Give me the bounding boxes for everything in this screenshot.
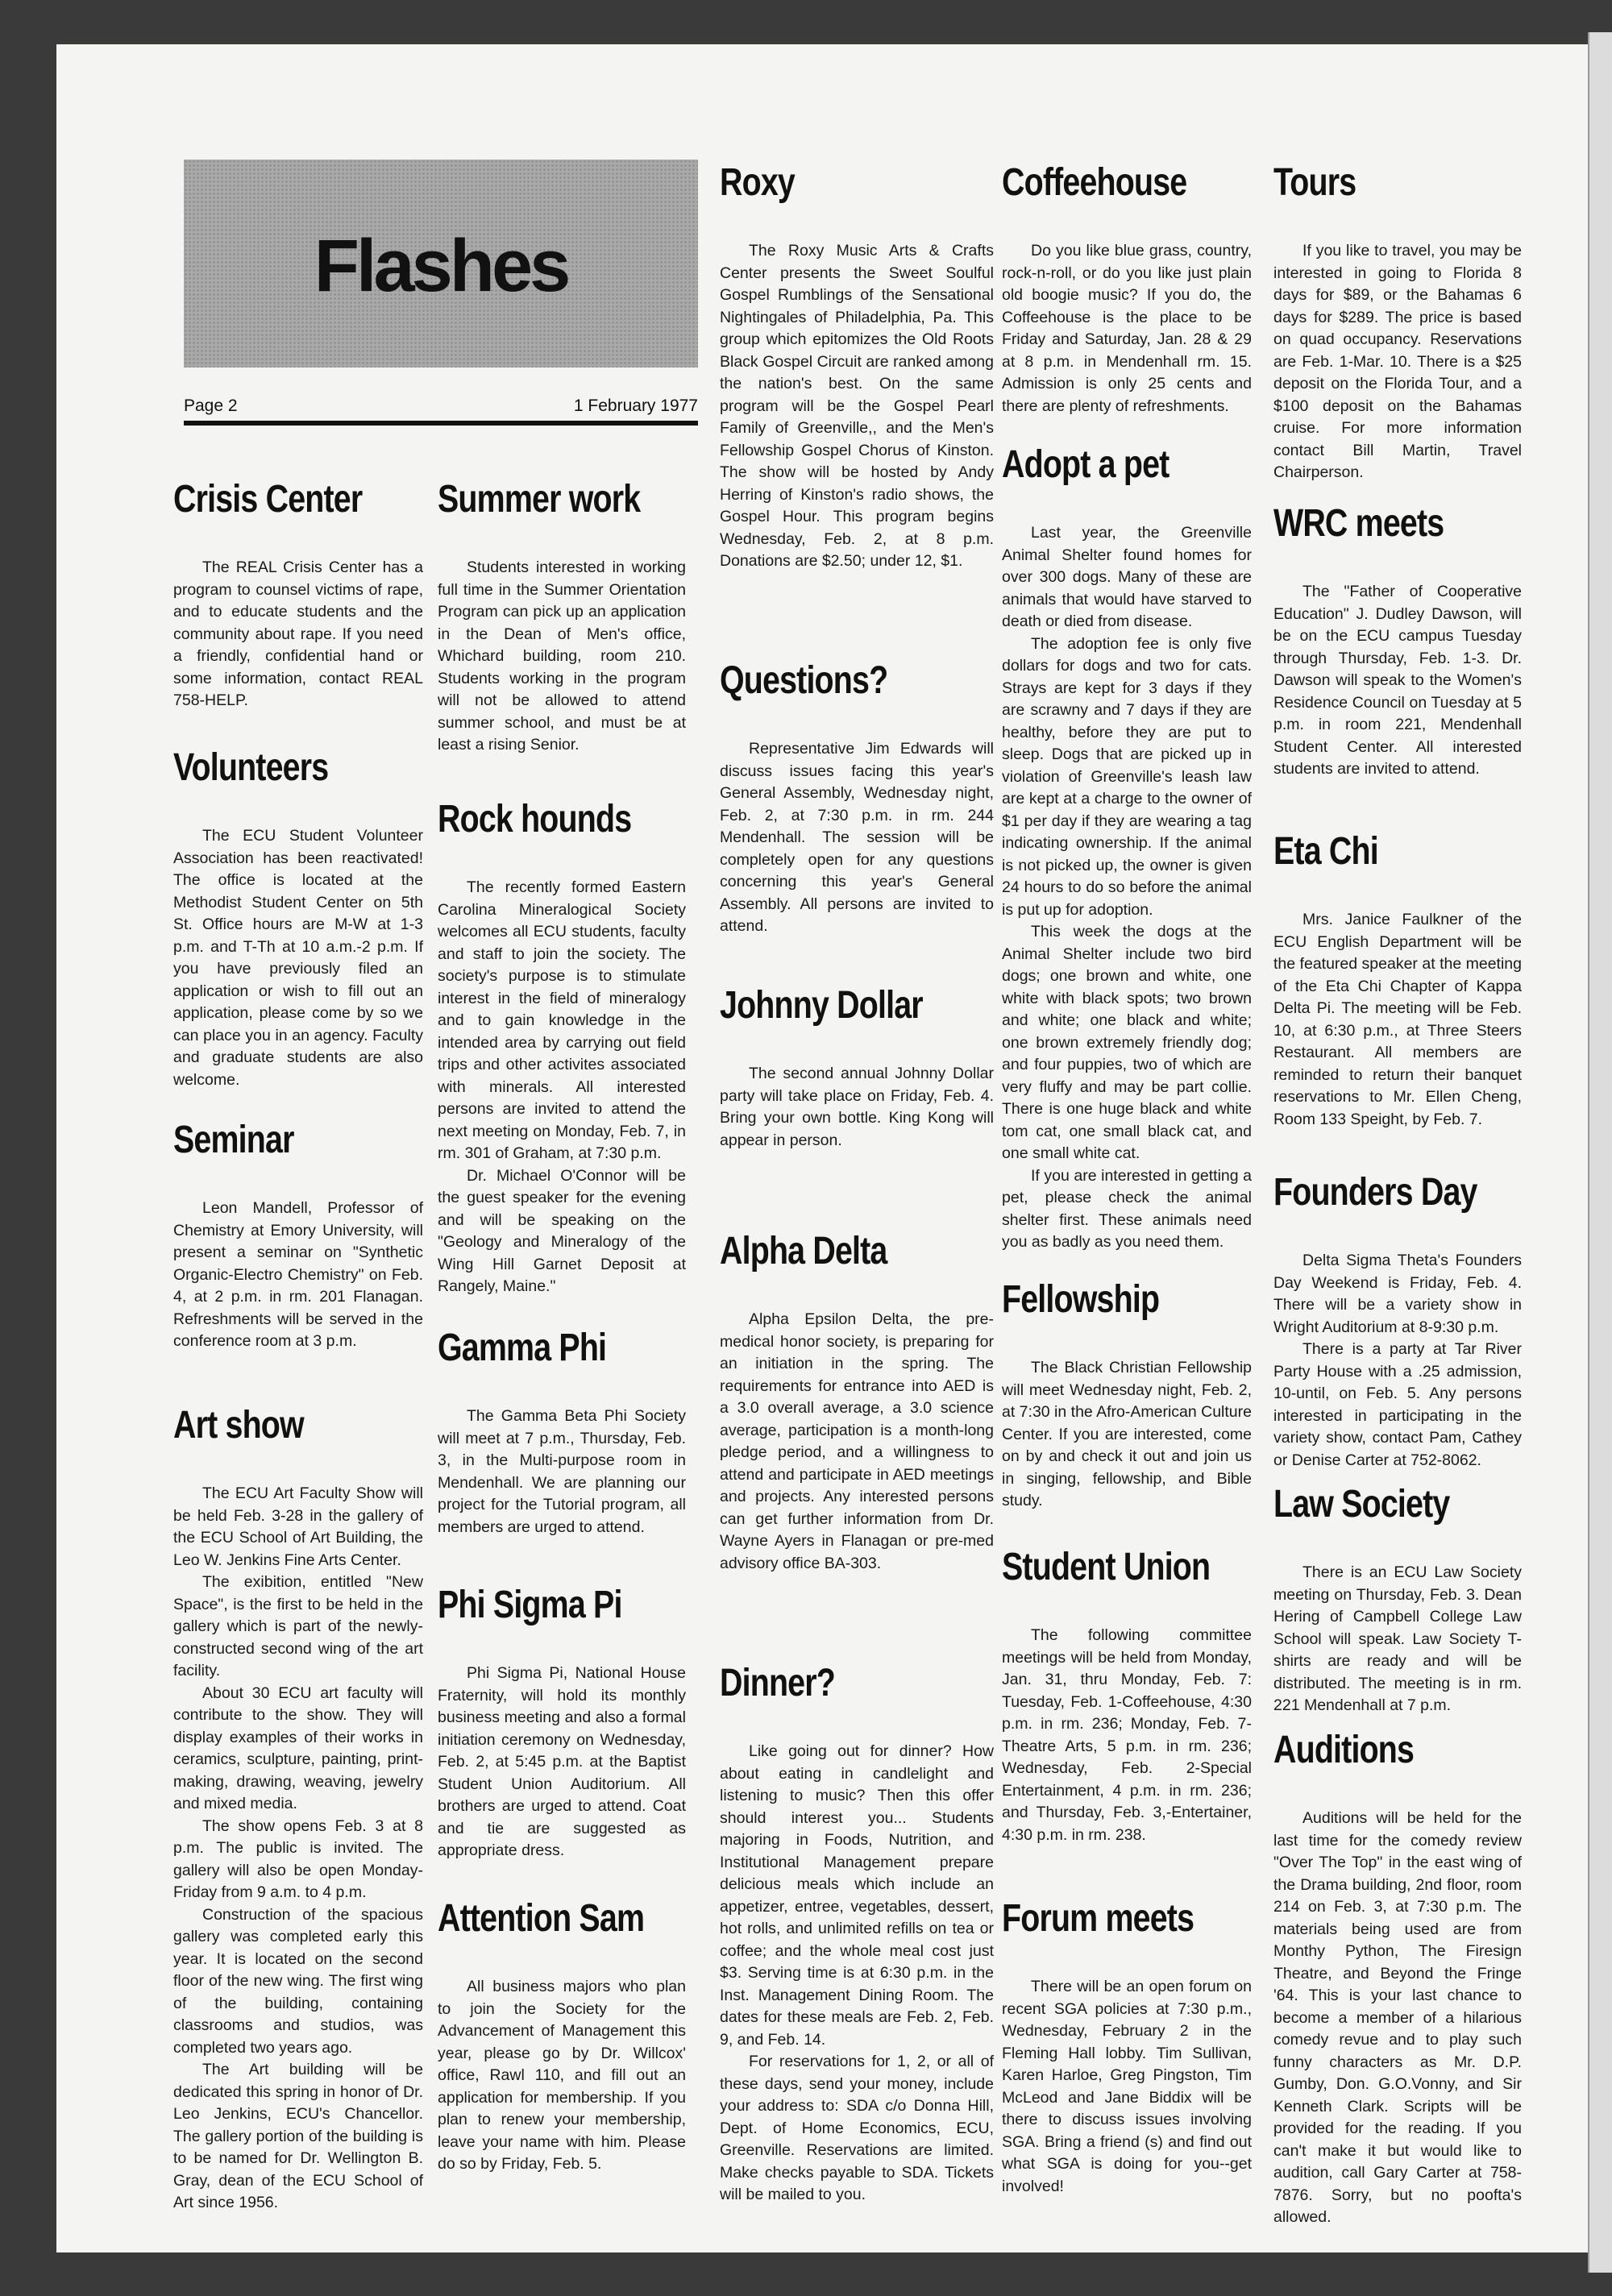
article-studentunion xyxy=(1002,1545,1252,1846)
article-headline: Tours xyxy=(1273,161,1356,204)
article-paragraph: The REAL Crisis Center has a program to counsel victims of rape, and to educate students and the community about rape. If you need a friendly, confidential hand or some information, contact REAL 758-HELP. xyxy=(173,558,423,709)
masthead-title: Flashes xyxy=(314,225,568,307)
article-paragraph: There is a party at Tar River Party House with a .25 admission, 10-until, on Feb. 5. Any persons interested in participating in the variety show, contact Pam, Cathey or Denise Carter at 752-8062. xyxy=(1273,1340,1522,1469)
article-paragraph: Last year, the Greenville Animal Shelter found homes for over 300 dogs. Many of these are animals that would have starved to death or died from disease. xyxy=(1002,524,1252,630)
article-attention xyxy=(438,1896,686,2176)
article-paragraph: This week the dogs at the Animal Shelter include two bird dogs; one brown and white, one white with black spots; two brown and white; one black and white; one brown extremely friendly dog; and four puppies, two of which are very fluffy and may be part collie. There is one huge black and white tom cat, one small black cat, and one small white cat. xyxy=(1002,923,1252,1162)
article-headline: Coffeehouse xyxy=(1002,161,1187,204)
article-paragraph: Like going out for dinner? How about eating in candlelight and listening to music? Then this offer should interest you... Students majoring in Foods, Nutrition, and Institutional Management prepare delicious meals which include an appetizer, entree, vegetables, dessert, hot rolls, and unlimited refills on tea or coffee; and the whole meal cost just $3. Serving time is at 6:30 p.m. in the Inst. Management Dining Room. The dates for these meals are Feb. 2, Feb. 9, and Feb. 14. xyxy=(720,1742,994,2049)
article-questions xyxy=(720,658,994,938)
article-headline: Founders Day xyxy=(1273,1171,1477,1214)
article-headline: Volunteers xyxy=(173,746,329,789)
article-alphadelta xyxy=(720,1229,994,1575)
article-paragraph: If you like to travel, you may be interested in going to Florida 8 days for $89, or the Bahamas 6 days for $289. The price is based on quad occupancy. Reservations are Feb. 1-Mar. 10. There is a $25 deposit on the Florida Tour, and a $100 deposit on the Bahamas cruise. For more information contact Bill Martin, Travel Chairperson. xyxy=(1273,242,1522,481)
article-headline: Forum meets xyxy=(1002,1897,1194,1940)
article-headline: Art show xyxy=(173,1404,304,1447)
article-headline: WRC meets xyxy=(1273,502,1444,545)
article-paragraph: The ECU Art Faculty Show will be held Feb. 3-28 in the gallery of the ECU School of Art Building, the Leo W. Jenkins Fine Arts Center. xyxy=(173,1484,423,1569)
article-paragraph: Mrs. Janice Faulkner of the ECU English Department will be the featured speaker at the meeting of the Eta Chi Chapter of Kappa Delta Pi. The meeting will be Feb. 10, at 6:30 p.m., at Three Steers Restaurant. All members are reminded to return their banquet reservations to Mr. Ellen Cheng, Room 133 Speight, by Feb. 7. xyxy=(1273,911,1522,1128)
article-law xyxy=(1273,1482,1522,1717)
article-headline: Fellowship xyxy=(1002,1278,1160,1321)
article-headline: Gamma Phi xyxy=(438,1327,607,1369)
article-founders xyxy=(1273,1170,1522,1472)
article-johnny xyxy=(720,983,994,1152)
article-headline: Dinner? xyxy=(720,1662,835,1704)
article-paragraph: The Art building will be dedicated this spring in honor of Dr. Leo Jenkins, ECU's Chancellor. The gallery portion of the building is to be named for Dr. Wellington B. Gray, dean of the ECU School of Art since 1956. xyxy=(173,2061,423,2211)
article-phisigma xyxy=(438,1583,686,1862)
article-paragraph: The Black Christian Fellowship will meet Wednesday night, Feb. 2, at 7:30 in the Afro-American Culture Center. If you are interested, come on by and check it out and join us in singing, fellowship, and Bible study. xyxy=(1002,1359,1252,1509)
article-paragraph: The exibition, entitled "New Space", is the first to be held in the gallery which is part of the newly-constructed second wing of the art facility. xyxy=(173,1573,423,1679)
article-paragraph: If you are interested in getting a pet, please check the animal shelter first. These animals need you as badly as you need them. xyxy=(1002,1166,1252,1251)
article-paragraph: The second annual Johnny Dollar party will take place on Friday, Feb. 4. Bring your own bottle. King Kong will appear in person. xyxy=(720,1065,994,1149)
article-dinner xyxy=(720,1661,994,2207)
article-paragraph: The show opens Feb. 3 at 8 p.m. The public is invited. The gallery will also be open Monday-Friday from 9 a.m. to 4 p.m. xyxy=(173,1816,423,1901)
masthead-rule xyxy=(184,421,698,426)
article-headline: Roxy xyxy=(720,161,795,204)
article-headline: Alpha Delta xyxy=(720,1230,887,1273)
article-paragraph: Leon Mandell, Professor of Chemistry at Emory University, will present a seminar on "Synthetic Organic-Electro Chemistry" on Feb. 4, at 2 p.m. in rm. 201 Flanagan. Refreshments will be served in the conference room at 3 p.m. xyxy=(173,1199,423,1350)
article-roxy xyxy=(720,160,994,573)
article-paragraph: Representative Jim Edwards will discuss issues facing this year's General Assembly, Wednesday night, Feb. 2, at 7:30 p.m. in rm. 244 Mendenhall. The session will be completely open for any questions concerning this year's General Assembly. All persons are invited to attend. xyxy=(720,740,994,935)
article-coffeehouse xyxy=(1002,160,1252,417)
article-paragraph: For reservations for 1, 2, or all of these days, send your money, include your address to: SDA c/o Donna Hill, Dept. of Home Economics, ECU, Greenville. Reservations are limited. Make checks payable to SDA. Tickets will be mailed to you. xyxy=(720,2053,994,2203)
article-headline: Phi Sigma Pi xyxy=(438,1584,622,1626)
article-paragraph: Do you like blue grass, country, rock-n-roll, or do you like just plain old boogie music? If you do, the Coffeehouse is the place to be Friday and Saturday, Jan. 28 & 29 at 8 p.m. in Mendenhall rm. 15. Admission is only 25 cents and there are plenty of refreshments. xyxy=(1002,242,1252,415)
adjacent-page-edge xyxy=(1588,32,1612,2273)
article-paragraph: Auditions will be held for the last time for the comedy review "Over The Top" in the east wing of the Drama building, 2nd floor, room 214 on Feb. 3, at 7:30 p.m. The materials being used are from Monthy Python, The Firesign Theatre, and Beyond the Fringe '64. This is your last chance to become a member of a hilarious comedy revue and to play such funny characters as Mr. D.P. Gumby, Don. G.O.Vonny, and Sir Kenneth Clark. Scripts will be provided for the reading. If you can't make it but would like to audition, call Gary Carter at 758-7876. Sorry, but no poofta's allowed. xyxy=(1273,1809,1522,2226)
article-paragraph: Alpha Epsilon Delta, the pre-medical honor society, is preparing for an initiation in the spring. The requirements for entrance into AED is a 3.0 overall average, a 3.0 science average, participation is a month-long pledge period, and a willingness to attend and participate in AED meetings and projects. Any interested persons can get further information from Dr. Wayne Ayers in Flanagan or pre-med advisory office BA-303. xyxy=(720,1310,994,1572)
article-paragraph: About 30 ECU art faculty will contribute to the show. They will display examples of their works in ceramics, sculpture, painting, print-making, drawing, weaving, jewelry and mixed media. xyxy=(173,1684,423,1812)
article-headline: Adopt a pet xyxy=(1002,443,1170,486)
article-volunteers xyxy=(173,745,423,1091)
article-paragraph: Phi Sigma Pi, National House Fraternity, will hold its monthly business meeting and also a formal initiation ceremony on Wednesday, Feb. 2, at 5:45 p.m. at the Baptist Student Union Auditorium. All brothers are urged to attend. Coat and tie are suggested as appropriate dress. xyxy=(438,1664,686,1859)
article-paragraph: The recently formed Eastern Carolina Mineralogical Society welcomes all ECU students, faculty and staff to join the society. The society's purpose is to stimulate interest in the field of mineralogy and to gain knowledge in the intended area by carrying out field trips and other activites associated with minerals. All interested persons are invited to attend the next meeting on Monday, Feb. 7, in rm. 301 of Graham, at 7:30 p.m. xyxy=(438,878,686,1162)
article-headline: Rock hounds xyxy=(438,798,632,841)
masthead xyxy=(184,160,698,367)
article-paragraph: The following committee meetings will be held from Monday, Jan. 31, thru Monday, Feb. 7: Tuesday, Feb. 1-Coffeehouse, 4:30 p.m. in rm. 236; Monday, Feb. 7-Theatre Arts, 5 p.m. in rm. 236; Wednesday, Feb. 2-Special Entertainment, 4 p.m. in rm. 236; and Thursday, Feb. 3,-Entertainer, 4:30 p.m. in rm. 238. xyxy=(1002,1626,1252,1844)
article-auditions xyxy=(1273,1728,1522,2229)
article-paragraph: There is an ECU Law Society meeting on Thursday, Feb. 3. Dean Hering of Campbell College Law School will speak. Law Society T-shirts are ready and will be distributed. The meeting is in rm. 221 Mendenhall at 7 p.m. xyxy=(1273,1563,1522,1714)
article-forum xyxy=(1002,1896,1252,2198)
issue-date: 1 February 1977 xyxy=(573,397,698,415)
page-number: Page 2 xyxy=(184,397,238,415)
article-etachi xyxy=(1273,829,1522,1131)
article-headline: Seminar xyxy=(173,1119,294,1161)
article-paragraph: The adoption fee is only five dollars for dogs and two for cats. Strays are kept for 3 days if they are scrawny and 7 days if they are healthy, before they are put to sleep. Dogs that are picked up in violation of Greenville's leash law are kept at a charge to the owner of $1 per day if they are wearing a tag indicating ownership. If the animal is not picked up, the owner is given 24 hours to do so before the animal is put up for adoption. xyxy=(1002,634,1252,919)
article-artshow xyxy=(173,1403,423,2215)
article-paragraph: Students interested in working full time in the Summer Orientation Program can pick up an application in the Dean of Men's office, Whichard building, room 210. Students working in the program will not be allowed to attend summer school, and must be at least a rising Senior. xyxy=(438,558,686,754)
article-paragraph: Delta Sigma Theta's Founders Day Weekend is Friday, Feb. 4. There will be a variety show in Wright Auditorium at 8-9:30 p.m. xyxy=(1273,1252,1522,1336)
article-seminar xyxy=(173,1118,423,1353)
article-tours xyxy=(1273,160,1522,484)
page-info xyxy=(184,397,698,416)
article-crisis xyxy=(173,477,423,712)
article-paragraph: There will be an open forum on recent SGA policies at 7:30 p.m., Wednesday, February 2 in the Fleming Hall lobby. Tim Sullivan, Karen Harloe, Greg Pingston, Tim McLeod and Jane Biddix will be there to discuss issues involving SGA. Bring a friend (s) and find out what SGA is doing for you--get involved! xyxy=(1002,1978,1252,2195)
article-paragraph: Construction of the spacious gallery was completed early this year. It is located on the second floor of the new wing. The first wing of the building, containing classrooms and studios, was completed two years ago. xyxy=(173,1905,423,2057)
article-headline: Student Union xyxy=(1002,1546,1211,1588)
article-wrc xyxy=(1273,501,1522,781)
article-paragraph: The ECU Student Volunteer Association has been reactivated! The office is located at the Methodist Student Center on 5th St. Office hours are M-W at 1-3 p.m. and T-Th at 10 a.m.-2 p.m. If you have previously filed an application or wish to fill out an application, please come by so we can place you in an agency. Faculty and graduate students are also welcome. xyxy=(173,827,423,1089)
article-headline: Questions? xyxy=(720,659,888,702)
article-headline: Eta Chi xyxy=(1273,830,1378,873)
article-paragraph: The "Father of Cooperative Education" J. Dudley Dawson, will be on the ECU campus Tuesday through Thursday, Feb. 1-3. Dr. Dawson will speak to the Women's Residence Council on Tuesday at 5 p.m. in room 221, Mendenhall Student Center. All interested students are invited to attend. xyxy=(1273,583,1522,778)
article-headline: Auditions xyxy=(1273,1729,1415,1771)
article-paragraph: Dr. Michael O'Connor will be the guest speaker for the evening and will be speaking on the "Geology and Mineralogy of the Wing Hill Garnet Deposit at Rangely, Maine." xyxy=(438,1166,686,1295)
article-headline: Summer work xyxy=(438,478,641,521)
article-headline: Johnny Dollar xyxy=(720,984,923,1027)
article-headline: Attention Sam xyxy=(438,1897,645,1940)
article-paragraph: The Roxy Music Arts & Crafts Center presents the Sweet Soulful Gospel Rumblings of the Sensational Nightingales of Philadelphia, Pa. This group which epitomizes the Old Roots Black Gospel Circuit are ranked among the nation's best. On the same program will be the Gospel Pearl Family of Greenville,, and the Men's Fellowship Gospel Chorus of Kinston. The show will be hosted by Andy Herring of Kinston's radio shows, the Gospel Hour. This program begins Wednesday, Feb. 2, at 8 p.m. Donations are $2.50; under 12, $1. xyxy=(720,242,994,570)
article-fellowship xyxy=(1002,1277,1252,1513)
article-headline: Law Society xyxy=(1273,1483,1450,1526)
article-rockhounds xyxy=(438,797,686,1298)
article-summer xyxy=(438,477,686,757)
article-paragraph: All business majors who plan to join the Society for the Advancement of Management this year, please go by Dr. Willcox' office, Rawl 110, and fill out an application for membership. If you plan to renew your membership, leave your name with him. Please do so by Friday, Feb. 5. xyxy=(438,1978,686,2173)
article-adopt xyxy=(1002,442,1252,1254)
article-gammaphi xyxy=(438,1326,686,1538)
article-paragraph: The Gamma Beta Phi Society will meet at 7 p.m., Thursday, Feb. 3, in the Multi-purpose room in Mendenhall. We are planning our project for the Tutorial program, all members are urged to attend. xyxy=(438,1407,686,1536)
article-headline: Crisis Center xyxy=(173,478,363,521)
